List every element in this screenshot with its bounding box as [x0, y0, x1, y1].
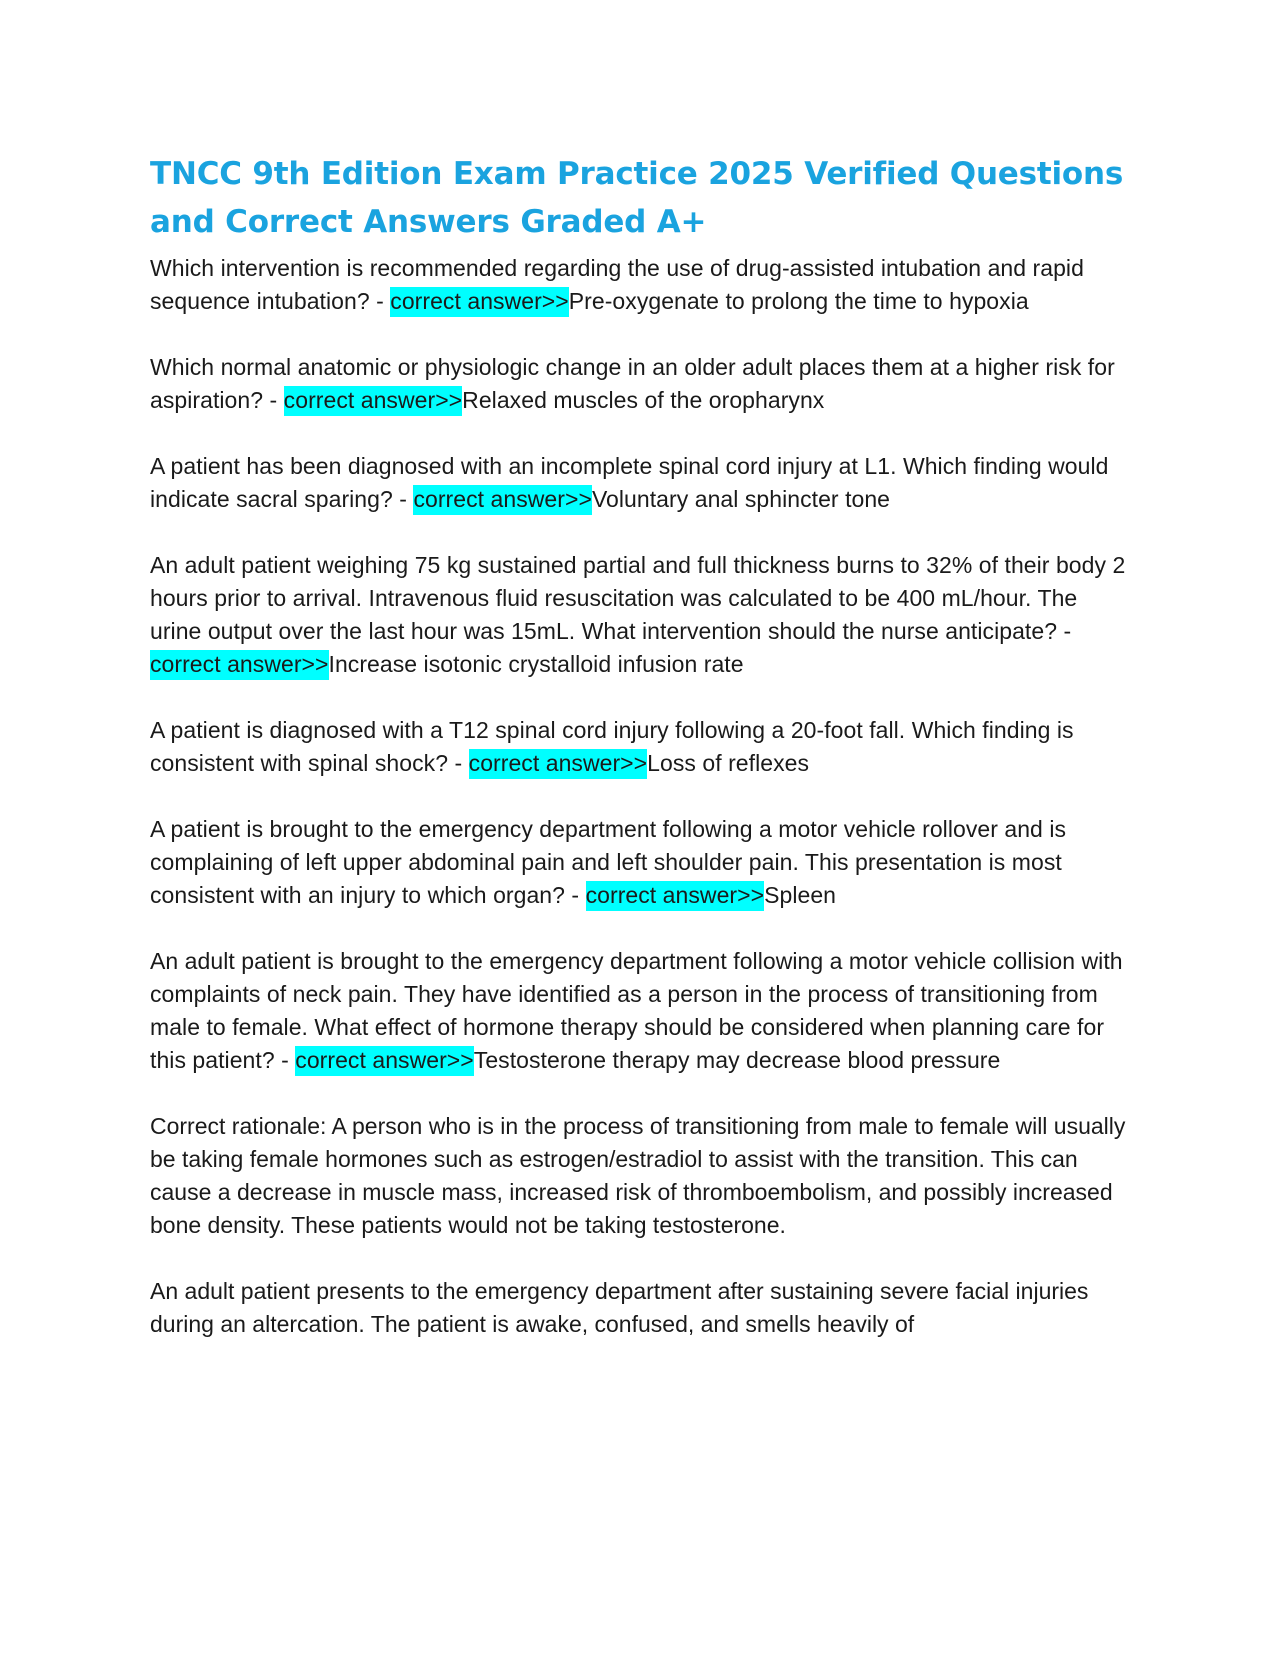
question-text: Which intervention is recommended regarding the use of drug-assisted intubation and rapid sequence intubation? - — [150, 255, 1084, 314]
answer-text: Spleen — [764, 882, 837, 908]
correct-answer-highlight: correct answer>> — [284, 386, 463, 416]
document-title: TNCC 9th Edition Exam Practice 2025 Verified Questions and Correct Answers Graded A+ — [150, 156, 1124, 240]
rationale-paragraph: Correct rationale: A person who is in the process of transitioning from male to female will usually be taking female hormones such as estrogen/estradiol to assist with the transition. This can cause a decrease in muscle mass, increased risk of thromboembolism, and possibly increased bone density. These patients would not be taking testosterone. — [150, 1113, 1126, 1238]
correct-answer-highlight: correct answer>> — [413, 485, 592, 515]
question-text: A patient is brought to the emergency department following a motor vehicle rollover and is complaining of left upper abdominal pain and left shoulder pain. This presentation is most consistent with an injury to which organ? - — [150, 816, 1067, 908]
qa-item — [150, 813, 1135, 912]
correct-answer-highlight: correct answer>> — [586, 881, 765, 911]
qa-item — [150, 945, 1135, 1077]
question-text: Which normal anatomic or physiologic change in an older adult places them at a higher risk for aspiration? - — [150, 354, 1115, 413]
answer-text: Increase isotonic crystalloid infusion rate — [328, 651, 744, 677]
question-text: A patient is diagnosed with a T12 spinal cord injury following a 20-foot fall. Which finding is consistent with spinal shock? - — [150, 717, 1074, 776]
correct-answer-highlight: correct answer>> — [150, 650, 329, 680]
question-text: An adult patient is brought to the emergency department following a motor vehicle collision with complaints of neck pain. They have identified as a person in the process of transitioning from male to female. What effect of hormone therapy should be considered when planning care for this patient? - — [150, 948, 1123, 1073]
answer-text: Voluntary anal sphincter tone — [591, 486, 891, 512]
answer-text: Relaxed muscles of the oropharynx — [462, 387, 825, 413]
question-text: A patient has been diagnosed with an incomplete spinal cord injury at L1. Which finding would indicate sacral sparing? - — [150, 453, 1109, 512]
qa-item — [150, 351, 1135, 417]
answer-text: Testosterone therapy may decrease blood pressure — [473, 1047, 1001, 1073]
qa-item — [150, 450, 1135, 516]
qa-item — [150, 252, 1135, 318]
qa-item — [150, 714, 1135, 780]
correct-answer-highlight: correct answer>> — [390, 287, 569, 317]
qa-item — [150, 549, 1135, 681]
answer-text: Loss of reflexes — [647, 750, 810, 776]
trailing-question: An adult patient presents to the emergency department after sustaining severe facial injuries during an altercation. The patient is awake, confused, and smells heavily of — [150, 1278, 1089, 1337]
document-content — [150, 150, 1135, 1374]
question-text: An adult patient weighing 75 kg sustained partial and full thickness burns to 32% of their body 2 hours prior to arrival. Intravenous fluid resuscitation was calculated to be 400 mL/hour. The urine output over the last hour was 15mL. What intervention should the nurse anticipate? - — [150, 552, 1126, 644]
answer-text: Pre-oxygenate to prolong the time to hypoxia — [568, 288, 1029, 314]
correct-answer-highlight: correct answer>> — [469, 749, 648, 779]
correct-answer-highlight: correct answer>> — [295, 1046, 474, 1076]
qa-list — [150, 252, 1135, 1077]
